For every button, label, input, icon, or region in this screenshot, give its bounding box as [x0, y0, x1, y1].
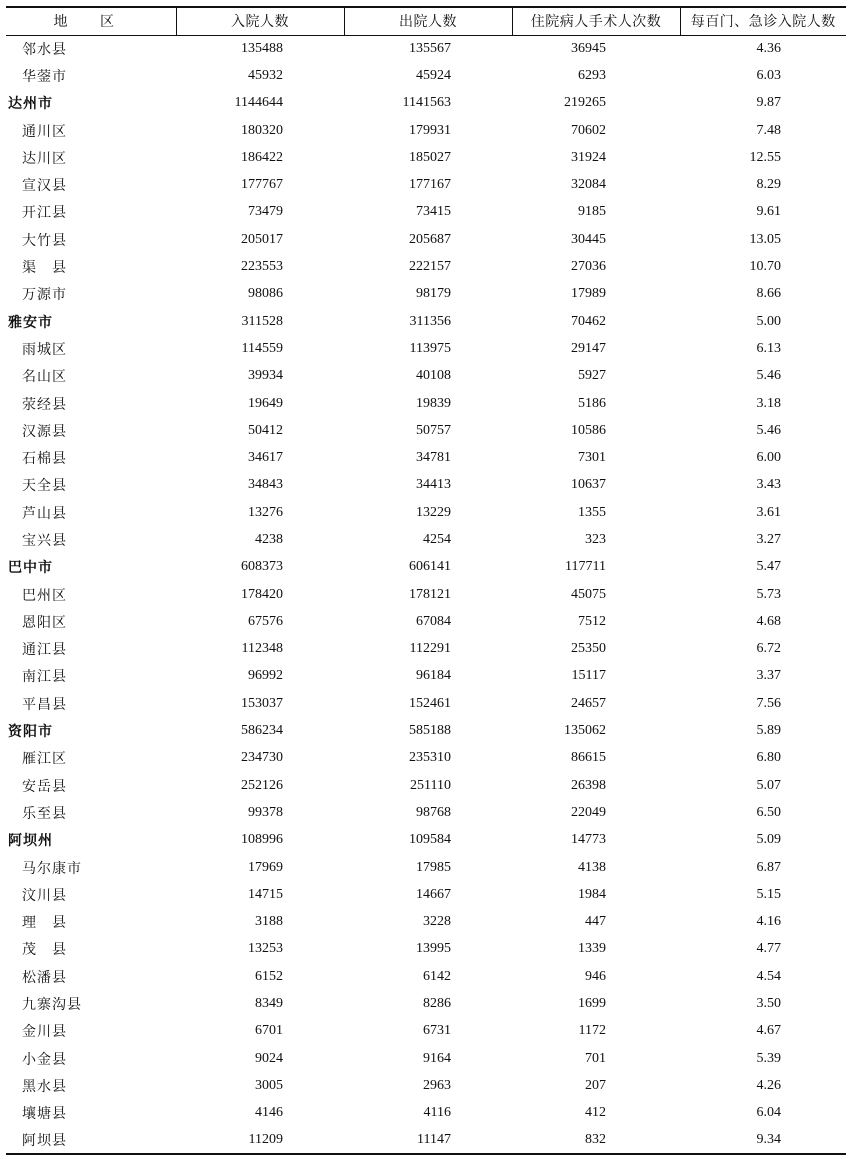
admissions-cell: 39934 [248, 368, 283, 384]
table-row-city [6, 827, 846, 854]
region-cell: 小金县 [22, 1051, 67, 1068]
surgeries-cell: 1984 [578, 886, 606, 902]
region-cell: 理 县 [22, 915, 67, 932]
region-cell: 渠 县 [22, 260, 67, 277]
discharges-cell: 251110 [410, 777, 451, 793]
region-cell: 马尔康市 [22, 860, 82, 877]
per-hundred-cell: 6.50 [756, 804, 781, 820]
per-hundred-cell: 6.13 [756, 340, 781, 356]
admissions-cell: 34843 [248, 477, 283, 493]
region-cell: 壤塘县 [22, 1106, 67, 1123]
admissions-cell: 96992 [248, 668, 283, 684]
table-row [6, 417, 846, 444]
per-hundred-cell: 4.16 [756, 914, 781, 930]
per-hundred-cell: 4.77 [756, 941, 781, 957]
admissions-cell: 9024 [255, 1050, 283, 1066]
discharges-cell: 8286 [423, 996, 451, 1012]
admissions-cell: 186422 [241, 149, 283, 165]
admissions-cell: 252126 [241, 777, 283, 793]
region-cell: 恩阳区 [22, 614, 67, 631]
per-hundred-cell: 4.54 [756, 968, 781, 984]
surgeries-cell: 117711 [565, 559, 606, 575]
surgeries-cell: 86615 [571, 750, 606, 766]
region-cell: 松潘县 [22, 969, 67, 986]
table-row [6, 608, 846, 635]
discharges-cell: 113975 [409, 340, 451, 356]
region-cell: 芦山县 [22, 505, 67, 522]
header-row [6, 7, 846, 35]
admissions-cell: 4146 [255, 1105, 283, 1121]
discharges-cell: 1141563 [402, 95, 451, 111]
discharges-cell: 152461 [409, 695, 451, 711]
table-row [6, 526, 846, 553]
admissions-cell: 99378 [248, 804, 283, 820]
surgeries-cell: 15117 [571, 668, 606, 684]
surgeries-cell: 447 [585, 914, 606, 930]
table-row [6, 990, 846, 1017]
per-hundred-cell: 8.29 [756, 177, 781, 193]
region-cell: 大竹县 [22, 232, 67, 249]
region-cell: 通川区 [22, 123, 67, 140]
per-hundred-cell: 6.04 [756, 1105, 781, 1121]
per-hundred-cell: 5.89 [756, 723, 781, 739]
region-cell: 雅安市 [8, 314, 53, 331]
per-hundred-cell: 4.26 [756, 1077, 781, 1093]
table-row [6, 854, 846, 881]
table-header [6, 7, 846, 35]
surgeries-cell: 1172 [578, 1023, 606, 1039]
surgeries-cell: 32084 [571, 177, 606, 193]
admissions-cell: 4238 [255, 531, 283, 547]
discharges-cell: 112291 [409, 641, 451, 657]
hospital-statistics-table [6, 6, 846, 1155]
surgeries-cell: 24657 [571, 695, 606, 711]
per-hundred-cell: 6.87 [756, 859, 781, 875]
region-cell: 金川县 [22, 1024, 67, 1041]
per-hundred-cell: 8.66 [756, 286, 781, 302]
surgeries-cell: 10637 [571, 477, 606, 493]
region-cell: 巴中市 [8, 560, 53, 577]
admissions-cell: 13276 [248, 504, 283, 520]
surgeries-cell: 6293 [578, 67, 606, 83]
per-hundred-cell: 3.50 [756, 996, 781, 1012]
table-row [6, 581, 846, 608]
discharges-cell: 185027 [409, 149, 451, 165]
discharges-cell: 40108 [416, 368, 451, 384]
discharges-cell: 3228 [423, 914, 451, 930]
header-surgeries: 住院病人手术人次数 [512, 7, 680, 35]
surgeries-cell: 5186 [578, 395, 606, 411]
discharges-cell: 109584 [409, 832, 451, 848]
region-cell: 南江县 [22, 669, 67, 686]
surgeries-cell: 323 [585, 531, 606, 547]
surgeries-cell: 219265 [564, 95, 606, 111]
admissions-cell: 234730 [241, 750, 283, 766]
table-row [6, 963, 846, 990]
region-cell: 汶川县 [22, 887, 67, 904]
table-row [6, 636, 846, 663]
admissions-cell: 153037 [241, 695, 283, 711]
header-admissions: 入院人数 [176, 7, 344, 35]
surgeries-cell: 45075 [571, 586, 606, 602]
admissions-cell: 586234 [241, 723, 283, 739]
region-cell: 达州市 [8, 96, 53, 113]
admissions-cell: 19649 [248, 395, 283, 411]
table-row [6, 444, 846, 471]
surgeries-cell: 1355 [578, 504, 606, 520]
admissions-cell: 205017 [241, 231, 283, 247]
surgeries-cell: 1699 [578, 996, 606, 1012]
header-per-hundred: 每百门、急诊入院人数 [680, 7, 846, 35]
table-row [6, 772, 846, 799]
admissions-cell: 67576 [248, 613, 283, 629]
discharges-cell: 4116 [423, 1105, 451, 1121]
discharges-cell: 98179 [416, 286, 451, 302]
table-row [6, 35, 846, 62]
table-row-city [6, 90, 846, 117]
table-row [6, 663, 846, 690]
surgeries-cell: 70462 [571, 313, 606, 329]
admissions-cell: 6701 [255, 1023, 283, 1039]
per-hundred-cell: 3.37 [756, 668, 781, 684]
surgeries-cell: 30445 [571, 231, 606, 247]
header-discharges: 出院人数 [344, 7, 512, 35]
per-hundred-cell: 6.03 [756, 67, 781, 83]
admissions-cell: 177767 [241, 177, 283, 193]
admissions-cell: 17969 [248, 859, 283, 875]
admissions-cell: 50412 [248, 422, 283, 438]
table-row [6, 881, 846, 908]
admissions-cell: 114559 [241, 340, 283, 356]
region-cell: 达川区 [22, 150, 67, 167]
surgeries-cell: 7512 [578, 613, 606, 629]
admissions-cell: 8349 [255, 996, 283, 1012]
table-row [6, 1127, 846, 1154]
region-cell: 茂 县 [22, 942, 67, 959]
surgeries-cell: 9185 [578, 204, 606, 220]
table-row [6, 335, 846, 362]
surgeries-cell: 26398 [571, 777, 606, 793]
surgeries-cell: 22049 [571, 804, 606, 820]
table-row [6, 472, 846, 499]
header-region: 地 区 [6, 7, 176, 35]
surgeries-cell: 1339 [578, 941, 606, 957]
surgeries-cell: 832 [512, 1127, 680, 1154]
table-row [6, 799, 846, 826]
admissions-cell: 14715 [248, 886, 283, 902]
region-cell: 汉源县 [22, 423, 67, 440]
per-hundred-cell: 5.07 [756, 777, 781, 793]
table-row [6, 226, 846, 253]
table-row-city [6, 717, 846, 744]
surgeries-cell: 946 [585, 968, 606, 984]
table-row [6, 144, 846, 171]
table-row [6, 936, 846, 963]
surgeries-cell: 135062 [564, 723, 606, 739]
per-hundred-cell: 4.67 [756, 1023, 781, 1039]
surgeries-cell: 10586 [571, 422, 606, 438]
region-cell: 邻水县 [22, 41, 67, 58]
per-hundred-cell: 9.87 [756, 95, 781, 111]
region-cell: 阿坝州 [8, 833, 53, 850]
discharges-cell: 6142 [423, 968, 451, 984]
surgeries-cell: 4138 [578, 859, 606, 875]
discharges-cell: 67084 [416, 613, 451, 629]
discharges-cell: 14667 [416, 886, 451, 902]
admissions-cell: 3005 [255, 1077, 283, 1093]
region-cell: 宣汉县 [22, 178, 67, 195]
discharges-cell: 98768 [416, 804, 451, 820]
surgeries-cell: 7301 [578, 450, 606, 466]
admissions-cell: 34617 [248, 450, 283, 466]
per-hundred-cell: 6.72 [756, 641, 781, 657]
region-cell: 雁江区 [22, 751, 67, 768]
per-hundred-cell: 5.46 [756, 368, 781, 384]
table-row [6, 363, 846, 390]
region-cell: 黑水县 [22, 1078, 67, 1095]
region-cell: 通江县 [22, 642, 67, 659]
admissions-cell: 1144644 [234, 95, 283, 111]
per-hundred-cell: 12.55 [749, 149, 781, 165]
table-row [6, 1072, 846, 1099]
region-cell: 阿坝县 [6, 1127, 176, 1154]
discharges-cell: 177167 [409, 177, 451, 193]
per-hundred-cell: 6.80 [756, 750, 781, 766]
discharges-cell: 311356 [409, 313, 451, 329]
region-cell: 华蓥市 [22, 68, 67, 85]
admissions-cell: 3188 [255, 914, 283, 930]
admissions-cell: 112348 [241, 641, 283, 657]
discharges-cell: 6731 [423, 1023, 451, 1039]
admissions-cell: 135488 [241, 40, 283, 56]
region-cell: 平昌县 [22, 696, 67, 713]
per-hundred-cell: 4.36 [756, 40, 781, 56]
table-row [6, 281, 846, 308]
discharges-cell: 179931 [409, 122, 451, 138]
per-hundred-cell: 5.46 [756, 422, 781, 438]
discharges-cell: 235310 [409, 750, 451, 766]
region-cell: 天全县 [22, 478, 67, 495]
table-row [6, 690, 846, 717]
surgeries-cell: 31924 [571, 149, 606, 165]
table-body [6, 35, 846, 1154]
discharges-cell: 2963 [423, 1077, 451, 1093]
discharges-cell: 73415 [416, 204, 451, 220]
discharges-cell: 17985 [416, 859, 451, 875]
discharges-cell: 11147 [344, 1127, 512, 1154]
table-row [6, 390, 846, 417]
region-cell: 荥经县 [22, 396, 67, 413]
per-hundred-cell: 4.68 [756, 613, 781, 629]
table-row-city [6, 308, 846, 335]
discharges-cell: 19839 [416, 395, 451, 411]
region-cell: 资阳市 [8, 724, 53, 741]
admissions-cell: 11209 [176, 1127, 344, 1154]
discharges-cell: 178121 [409, 586, 451, 602]
region-cell: 名山区 [22, 369, 67, 386]
per-hundred-cell: 5.09 [756, 832, 781, 848]
per-hundred-cell: 10.70 [749, 259, 781, 275]
region-cell: 九寨沟县 [22, 997, 82, 1014]
region-cell: 巴州区 [22, 587, 67, 604]
region-cell: 乐至县 [22, 805, 67, 822]
surgeries-cell: 412 [585, 1105, 606, 1121]
per-hundred-cell: 3.27 [756, 531, 781, 547]
discharges-cell: 13229 [416, 504, 451, 520]
admissions-cell: 180320 [241, 122, 283, 138]
discharges-cell: 9164 [423, 1050, 451, 1066]
per-hundred-cell: 7.48 [756, 122, 781, 138]
discharges-cell: 606141 [409, 559, 451, 575]
admissions-cell: 178420 [241, 586, 283, 602]
table-row [6, 1018, 846, 1045]
table-row-city [6, 554, 846, 581]
table-row [6, 499, 846, 526]
surgeries-cell: 29147 [571, 340, 606, 356]
admissions-cell: 13253 [248, 941, 283, 957]
admissions-cell: 73479 [248, 204, 283, 220]
per-hundred-cell: 9.34 [680, 1127, 846, 1154]
table-row [6, 909, 846, 936]
per-hundred-cell: 6.00 [756, 450, 781, 466]
surgeries-cell: 14773 [571, 832, 606, 848]
discharges-cell: 205687 [409, 231, 451, 247]
surgeries-cell: 36945 [571, 40, 606, 56]
admissions-cell: 108996 [241, 832, 283, 848]
admissions-cell: 311528 [241, 313, 283, 329]
per-hundred-cell: 3.18 [756, 395, 781, 411]
region-cell: 宝兴县 [22, 532, 67, 549]
surgeries-cell: 701 [585, 1050, 606, 1066]
region-cell: 开江县 [22, 205, 67, 222]
region-cell: 万源市 [22, 287, 67, 304]
discharges-cell: 135567 [409, 40, 451, 56]
per-hundred-cell: 7.56 [756, 695, 781, 711]
admissions-cell: 45932 [248, 67, 283, 83]
discharges-cell: 45924 [416, 67, 451, 83]
discharges-cell: 34781 [416, 450, 451, 466]
discharges-cell: 4254 [423, 531, 451, 547]
table-row [6, 745, 846, 772]
region-cell: 石棉县 [22, 451, 67, 468]
per-hundred-cell: 5.73 [756, 586, 781, 602]
table-row [6, 171, 846, 198]
per-hundred-cell: 9.61 [756, 204, 781, 220]
admissions-cell: 223553 [241, 259, 283, 275]
admissions-cell: 608373 [241, 559, 283, 575]
surgeries-cell: 5927 [578, 368, 606, 384]
per-hundred-cell: 5.47 [756, 559, 781, 575]
per-hundred-cell: 3.43 [756, 477, 781, 493]
discharges-cell: 50757 [416, 422, 451, 438]
admissions-cell: 98086 [248, 286, 283, 302]
table-row [6, 1100, 846, 1127]
surgeries-cell: 70602 [571, 122, 606, 138]
region-cell: 雨城区 [22, 341, 67, 358]
discharges-cell: 585188 [409, 723, 451, 739]
table-row [6, 62, 846, 89]
discharges-cell: 222157 [409, 259, 451, 275]
discharges-cell: 96184 [416, 668, 451, 684]
discharges-cell: 34413 [416, 477, 451, 493]
surgeries-cell: 17989 [571, 286, 606, 302]
region-cell: 安岳县 [22, 778, 67, 795]
per-hundred-cell: 13.05 [749, 231, 781, 247]
table-row [6, 199, 846, 226]
per-hundred-cell: 5.15 [756, 886, 781, 902]
surgeries-cell: 25350 [571, 641, 606, 657]
table-row [6, 1045, 846, 1072]
per-hundred-cell: 5.00 [756, 313, 781, 329]
table-row [6, 253, 846, 280]
per-hundred-cell: 5.39 [756, 1050, 781, 1066]
discharges-cell: 13995 [416, 941, 451, 957]
admissions-cell: 6152 [255, 968, 283, 984]
per-hundred-cell: 3.61 [756, 504, 781, 520]
surgeries-cell: 27036 [571, 259, 606, 275]
surgeries-cell: 207 [585, 1077, 606, 1093]
table-row [6, 117, 846, 144]
